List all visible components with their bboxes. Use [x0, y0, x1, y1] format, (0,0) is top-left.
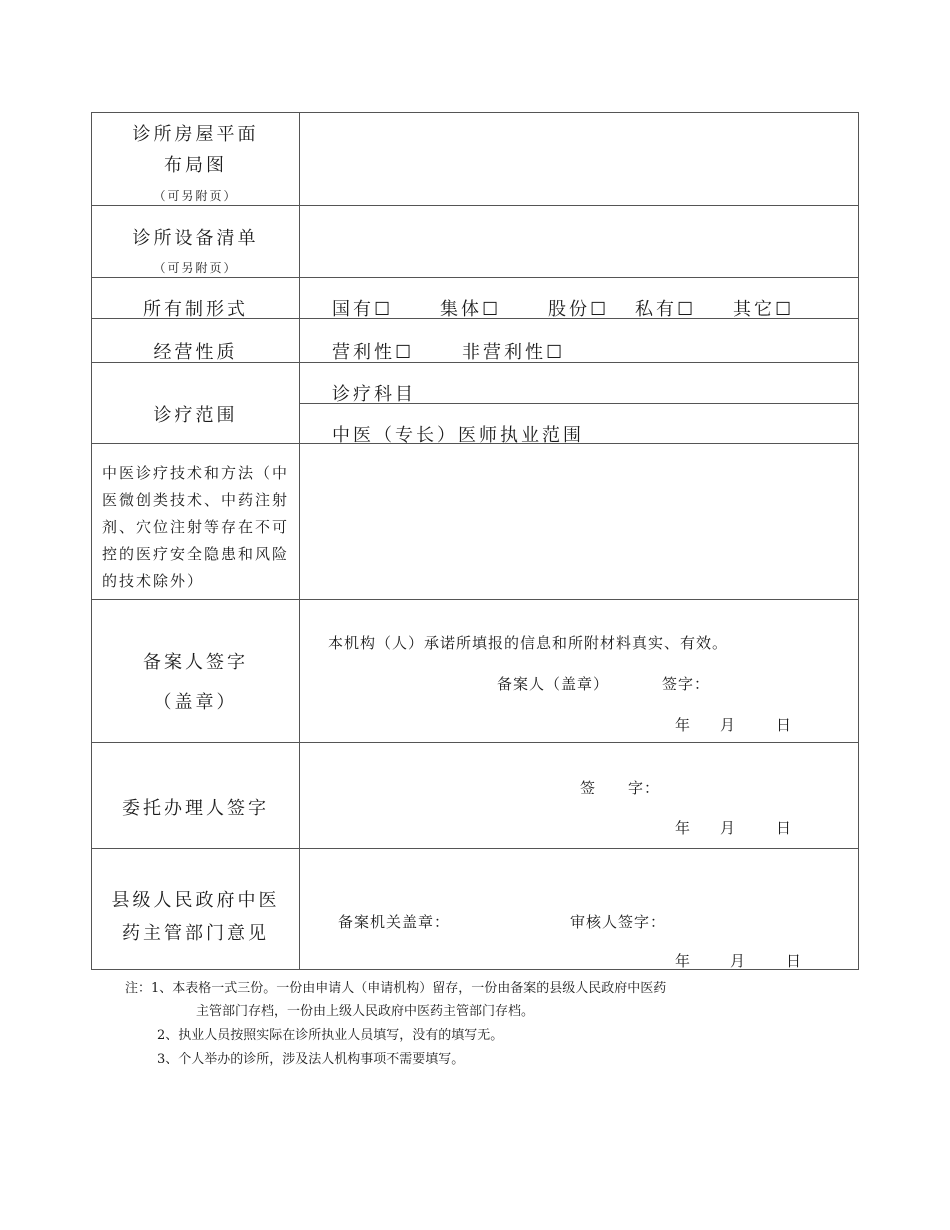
business-option-nonprofit[interactable]: 非营利性☐	[462, 342, 566, 363]
county-date-year[interactable]: 年	[675, 952, 692, 970]
filer-seal-field[interactable]: 备案人（盖章）	[497, 675, 610, 693]
row-divider	[91, 848, 859, 849]
equipment-note: （可另附页）	[153, 261, 238, 275]
filer-seal-label: （盖章）	[153, 692, 238, 713]
county-opinion-label-line2: 药主管部门意见	[122, 923, 269, 944]
ownership-option-collective[interactable]: 集体☐	[440, 299, 502, 320]
ownership-option-state[interactable]: 国有☐	[332, 299, 394, 320]
floor-plan-value-cell[interactable]	[300, 113, 858, 205]
floor-plan-note: （可另附页）	[153, 189, 238, 203]
scope-physician-range-label[interactable]: 中医（专长）医师执业范围	[332, 425, 584, 446]
ownership-option-other[interactable]: 其它☐	[733, 299, 795, 320]
agent-sign-field[interactable]: 签 字：	[580, 779, 661, 797]
agent-date-month[interactable]: 月	[720, 819, 737, 837]
footnote-2: 2、执业人员按照实际在诊所执业人员填写，没有的填写无。	[157, 1028, 504, 1043]
equipment-value-cell[interactable]	[300, 206, 858, 277]
county-reviewer-field[interactable]: 审核人签字：	[570, 913, 667, 931]
row-divider	[91, 277, 859, 278]
county-opinion-label: 县级人民政府中医	[111, 890, 280, 911]
filer-sign-field[interactable]: 签字：	[662, 675, 711, 693]
tcm-technique-label: 中医诊疗技术和方法（中医微创类技术、中药注射剂、穴位注射等存在不可控的医疗安全隐患和风险的技术除外）	[102, 464, 290, 590]
county-seal-field[interactable]: 备案机关盖章：	[338, 913, 451, 931]
agent-signature-label: 委托办理人签字	[122, 798, 269, 819]
filer-promise-text: 本机构（人）承诺所填报的信息和所附材料真实、有效。	[328, 634, 729, 652]
filer-signature-label: 备案人签字	[143, 652, 248, 673]
filer-date-day[interactable]: 日	[776, 716, 793, 734]
business-nature-label: 经营性质	[153, 342, 238, 363]
row-divider	[91, 742, 859, 743]
agent-date-year[interactable]: 年	[675, 819, 692, 837]
table-border-right	[858, 112, 859, 970]
business-option-profit[interactable]: 营利性☐	[332, 342, 415, 363]
footnote-3: 3、个人举办的诊所，涉及法人机构事项不需要填写。	[157, 1052, 465, 1067]
tcm-technique-value-cell[interactable]	[300, 444, 858, 599]
equipment-label: 诊所设备清单	[132, 228, 259, 249]
footnote-1-cont: 主管部门存档，一份由上级人民政府中医药主管部门存档。	[196, 1004, 535, 1019]
county-date-month[interactable]: 月	[730, 952, 747, 970]
county-date-day[interactable]: 日	[786, 952, 803, 970]
agent-date-day[interactable]: 日	[776, 819, 793, 837]
row-divider	[91, 599, 859, 600]
filer-date-month[interactable]: 月	[720, 716, 737, 734]
ownership-option-shareholding[interactable]: 股份☐	[548, 299, 610, 320]
footnote-1: 注：1、本表格一式三份。一份由申请人（申请机构）留存，一份由备案的县级人民政府中医药	[125, 981, 667, 996]
scope-label: 诊疗范围	[153, 405, 238, 426]
filer-date-year[interactable]: 年	[675, 716, 692, 734]
scope-subjects-label[interactable]: 诊疗科目	[332, 384, 416, 405]
floor-plan-label-line2: 布局图	[164, 155, 227, 176]
ownership-label: 所有制形式	[143, 299, 248, 320]
floor-plan-label: 诊所房屋平面	[132, 124, 259, 145]
ownership-option-private[interactable]: 私有☐	[635, 299, 697, 320]
